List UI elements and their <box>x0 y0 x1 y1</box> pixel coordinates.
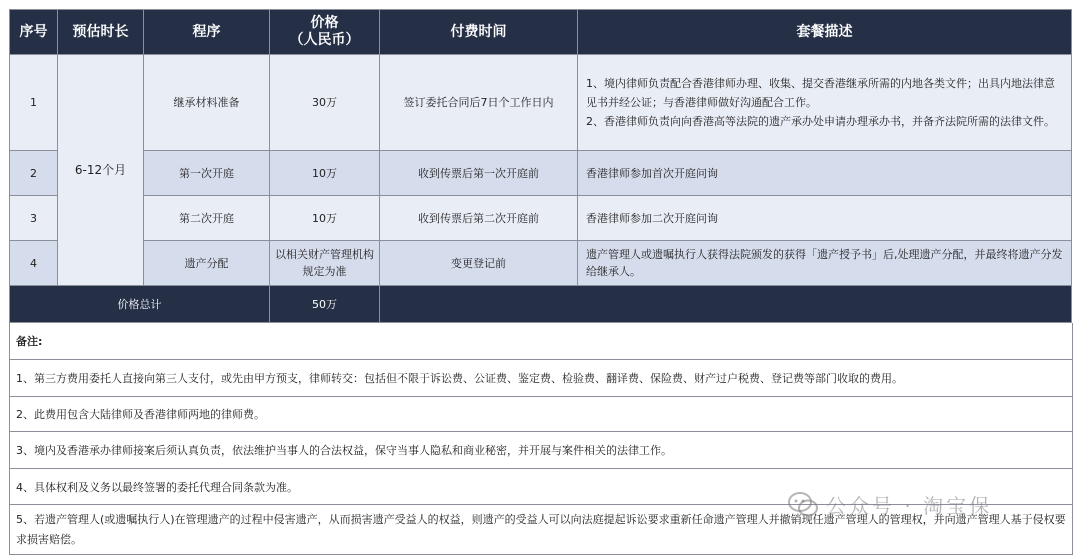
total-label: 价格总计 <box>10 286 270 323</box>
table-row <box>10 151 1072 196</box>
row-description: 1、境内律师负责配合香港律师办理、收集、提交香港继承所需的内地各类文件；出具内地法律意见书并经公证；与香港律师做好沟通配合工作。 2、香港律师负责向向香港高等法院的遗产承办处申请办理承办书，并备齐法院所需的法律文件。 <box>578 55 1072 151</box>
header-procedure: 程序 <box>144 10 270 55</box>
total-row <box>10 286 1072 323</box>
total-value: 50万 <box>270 286 380 323</box>
header-pay-time: 付费时间 <box>380 10 578 55</box>
notes-title: 备注: <box>10 323 1072 360</box>
row-price: 10万 <box>270 196 380 241</box>
row-description: 香港律师参加首次开庭问询 <box>578 151 1072 196</box>
row-price: 10万 <box>270 151 380 196</box>
row-procedure: 第二次开庭 <box>144 196 270 241</box>
table-row <box>10 196 1072 241</box>
row-pay-time: 收到传票后第二次开庭前 <box>380 196 578 241</box>
row-no: 1 <box>10 55 58 151</box>
fee-table <box>9 9 1072 323</box>
header-price: 价格 （人民币） <box>270 10 380 55</box>
notes-section <box>9 323 1073 555</box>
fee-table-sheet <box>9 9 1071 555</box>
header-no: 序号 <box>10 10 58 55</box>
note-item: 4、具体权利及义务以最终签署的委托代理合同条款为准。 <box>10 469 1072 505</box>
row-pay-time: 收到传票后第一次开庭前 <box>380 151 578 196</box>
row-procedure: 第一次开庭 <box>144 151 270 196</box>
row-no: 3 <box>10 196 58 241</box>
row-procedure: 遗产分配 <box>144 241 270 286</box>
row-description: 遗产管理人或遗嘱执行人获得法院颁发的获得「遗产授予书」后,处理遗产分配，并最终将遗产分发给继承人。 <box>578 241 1072 286</box>
row-no: 4 <box>10 241 58 286</box>
table-row <box>10 241 1072 286</box>
watermark-text: 公众号 · 淘宝保 <box>826 494 993 518</box>
row-price: 30万 <box>270 55 380 151</box>
table-header-row <box>10 10 1072 55</box>
total-empty <box>380 286 1072 323</box>
row-procedure: 继承材料准备 <box>144 55 270 151</box>
note-item: 2、此费用包含大陆律师及香港律师两地的律师费。 <box>10 397 1072 432</box>
row-description: 香港律师参加二次开庭问询 <box>578 196 1072 241</box>
note-item: 3、境内及香港承办律师接案后须认真负责，依法维护当事人的合法权益，保守当事人隐私和商业秘密，并开展与案件相关的法律工作。 <box>10 432 1072 469</box>
note-item: 1、第三方费用委托人直接向第三人支付，或先由甲方预支，律师转交：包括但不限于诉讼费、公证费、鉴定费、检验费、翻译费、保险费、财产过户税费、登记费等部门收取的费用。 <box>10 360 1072 397</box>
row-no: 2 <box>10 151 58 196</box>
table-row <box>10 55 1072 151</box>
header-description: 套餐描述 <box>578 10 1072 55</box>
note-item: 5、若遗产管理人(或遗嘱执行人)在管理遗产的过程中侵害遗产，从而损害遗产受益人的权益，则遗产的受益人可以向法庭提起诉讼要求重新任命遗产管理人并撤销现任遗产管理人的管理权，并向遗产管理人基于侵权要求损害赔偿。 <box>10 505 1072 555</box>
header-duration: 预估时长 <box>58 10 144 55</box>
row-pay-time: 变更登记前 <box>380 241 578 286</box>
duration-cell: 6-12个月 <box>58 55 144 286</box>
row-pay-time: 签订委托合同后7日个工作日内 <box>380 55 578 151</box>
row-price: 以相关财产管理机构规定为准 <box>270 241 380 286</box>
